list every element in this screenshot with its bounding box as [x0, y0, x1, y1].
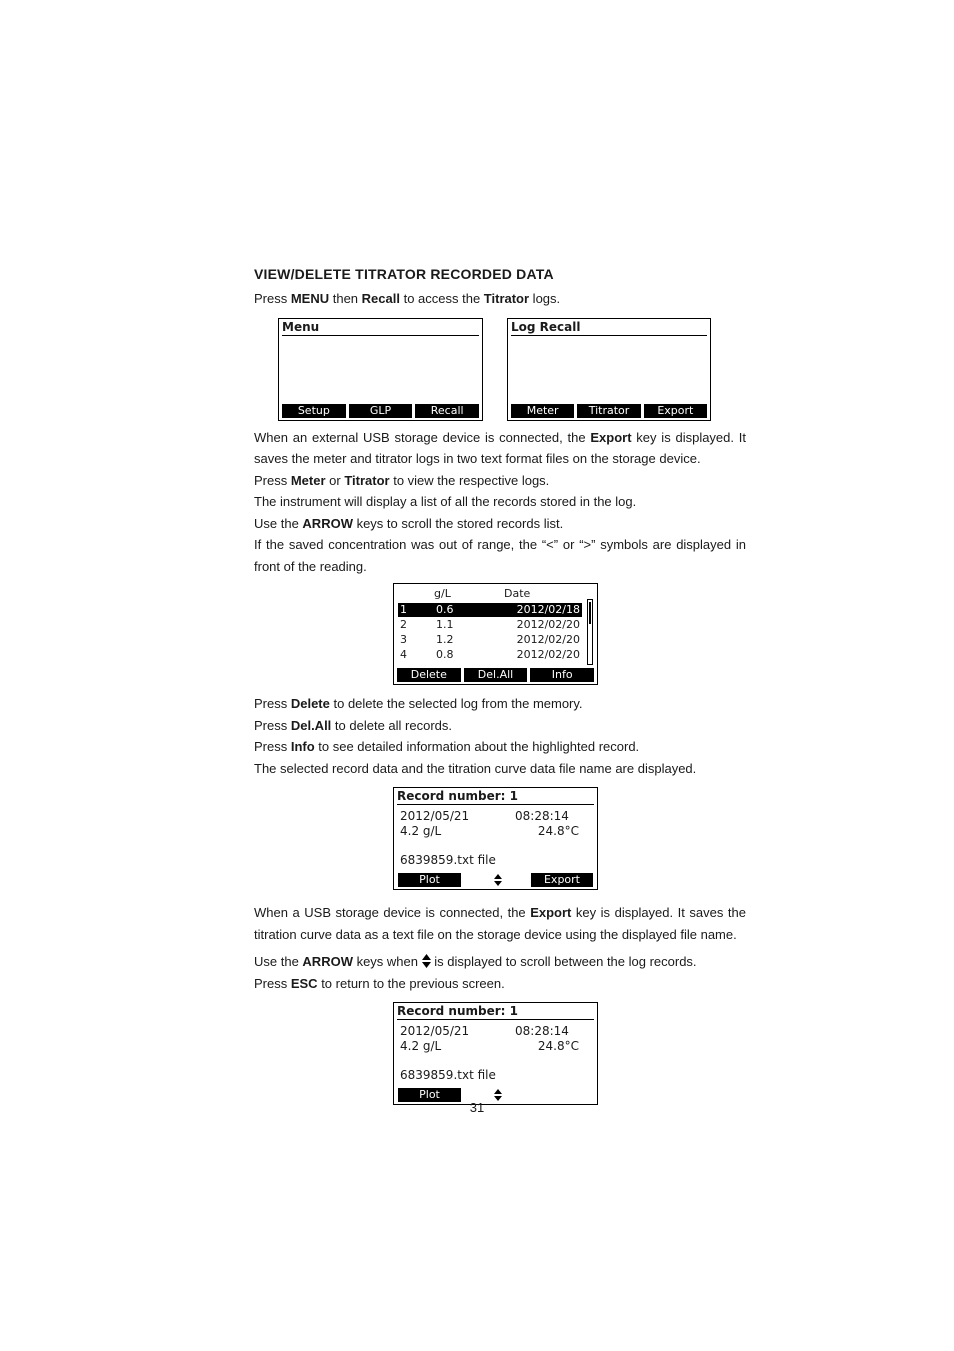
- usb-export-paragraph: When an external USB storage device is connected, the Export key is displayed. It saves the meter and titrator logs in two text format files on the storage device.: [254, 429, 746, 466]
- list-row[interactable]: [398, 618, 582, 632]
- intro-paragraph: Press MENU then Recall to access the Titrator logs.: [254, 291, 561, 306]
- recall-key[interactable]: Recall: [415, 404, 479, 418]
- log-recall-screen: [507, 318, 711, 421]
- del-all-key[interactable]: Del.All: [464, 668, 528, 682]
- arrow-scroll-paragraph: Use the ARROW keys to scroll the stored records list.: [254, 515, 564, 531]
- log-recall-title: Log Recall: [511, 320, 707, 336]
- info-key[interactable]: Info: [530, 668, 594, 682]
- arrow-records-paragraph: Use the ARROW keys when is displayed to scroll between the log records.: [254, 954, 697, 969]
- list-paragraph: The instrument will display a list of all the records stored in the log.: [254, 494, 637, 509]
- record-temperature: 24.8°C: [537, 1039, 579, 1053]
- range-paragraph: If the saved concentration was out of range, the “<” or “>” symbols are displayed in front of the reading.: [254, 537, 746, 574]
- column-date: Date: [504, 587, 531, 600]
- record-date: 2012/05/21: [400, 1024, 470, 1038]
- record-time: 08:28:14: [515, 809, 569, 823]
- record-export-key[interactable]: Export: [531, 873, 593, 887]
- record-file: 6839859.txt file: [400, 1068, 496, 1082]
- menu-screen: [278, 318, 483, 421]
- plot-key[interactable]: Plot: [398, 1088, 461, 1102]
- row-index: 3: [400, 633, 407, 646]
- row-date: 2012/02/18: [516, 603, 580, 616]
- esc-paragraph: Press ESC to return to the previous screen.: [254, 975, 505, 991]
- meter-key[interactable]: Meter: [511, 404, 574, 418]
- menu-screen-title: Menu: [282, 320, 479, 336]
- menu-screens-row: [254, 318, 746, 421]
- list-header: [394, 587, 597, 600]
- del-all-paragraph: Press Del.All to delete all records.: [254, 717, 452, 733]
- records-list-screen: [393, 583, 598, 685]
- record-date: 2012/05/21: [400, 809, 470, 823]
- record-concentration: 4.2 g/L: [400, 824, 442, 838]
- row-value: 1.1: [436, 618, 454, 631]
- info-paragraph: Press Info to see detailed information about the highlighted record.: [254, 739, 640, 754]
- record-concentration: 4.2 g/L: [400, 1039, 442, 1053]
- delete-paragraph: Press Delete to delete the selected log from the memory.: [254, 696, 583, 711]
- list-row-selected[interactable]: [398, 603, 582, 617]
- record-title: Record number: 1: [397, 789, 594, 805]
- row-index: 2: [400, 618, 407, 631]
- list-softkeys: [397, 668, 594, 682]
- titrator-key[interactable]: Titrator: [577, 404, 640, 418]
- row-value: 0.6: [436, 603, 454, 616]
- row-date: 2012/02/20: [516, 648, 580, 661]
- usb-curve-paragraph: When a USB storage device is connected, the Export key is displayed. It saves the titration curve data as a text file on the storage device using the displayed file name.: [254, 905, 746, 942]
- row-index: 4: [400, 648, 407, 661]
- list-scrollbar[interactable]: [587, 599, 593, 665]
- record-file: 6839859.txt file: [400, 853, 496, 867]
- row-index: 1: [400, 603, 407, 616]
- menu-softkeys: [282, 404, 479, 418]
- list-row[interactable]: [398, 648, 582, 662]
- up-down-arrow-icon: [422, 954, 431, 968]
- glp-key[interactable]: GLP: [349, 404, 413, 418]
- column-gl: g/L: [434, 587, 451, 600]
- log-recall-softkeys: [511, 404, 707, 418]
- list-row[interactable]: [398, 633, 582, 647]
- press-meter-paragraph: Press Meter or Titrator to view the respective logs.: [254, 472, 550, 488]
- record-time: 08:28:14: [515, 1024, 569, 1038]
- record-title: Record number: 1: [397, 1004, 594, 1020]
- row-date: 2012/02/20: [516, 633, 580, 646]
- setup-key[interactable]: Setup: [282, 404, 346, 418]
- scroll-thumb[interactable]: [589, 602, 591, 624]
- section-heading: VIEW/DELETE TITRATOR RECORDED DATA: [254, 266, 554, 282]
- page-body: [254, 264, 746, 1105]
- record-detail-screen: [393, 787, 598, 890]
- row-value: 0.8: [436, 648, 454, 661]
- record-detail-screen-no-export: [393, 1002, 598, 1105]
- row-value: 1.2: [436, 633, 454, 646]
- up-down-arrow-icon: [494, 874, 502, 886]
- page-number: 31: [469, 1100, 485, 1115]
- record-temperature: 24.8°C: [537, 824, 579, 838]
- selected-record-paragraph: The selected record data and the titration curve data file name are displayed.: [254, 760, 697, 776]
- plot-key[interactable]: Plot: [398, 873, 461, 887]
- delete-key[interactable]: Delete: [397, 668, 461, 682]
- export-key[interactable]: Export: [644, 404, 707, 418]
- row-date: 2012/02/20: [516, 618, 580, 631]
